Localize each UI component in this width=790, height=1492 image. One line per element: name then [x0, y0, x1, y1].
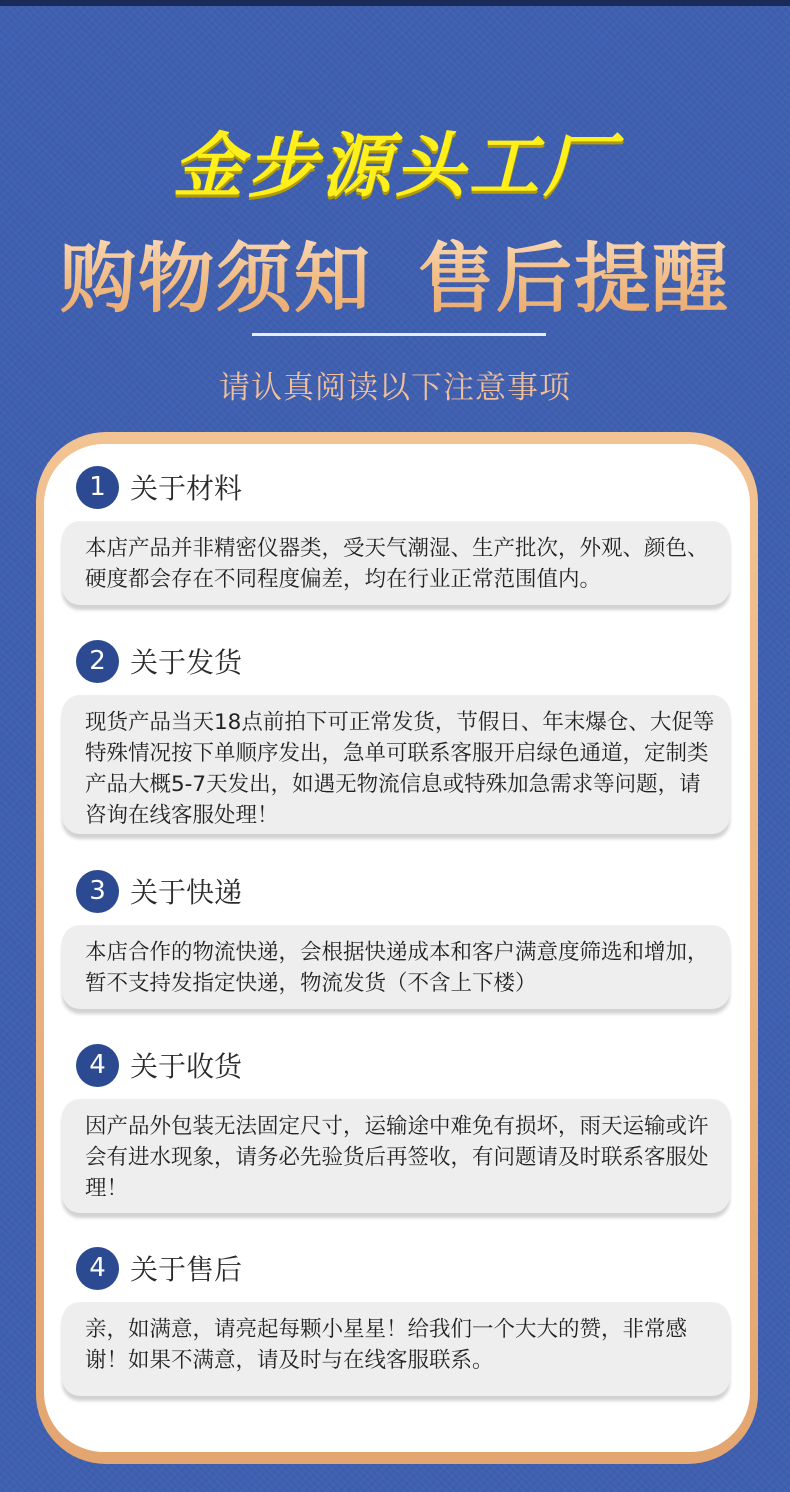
section-number-badge: 1: [76, 466, 119, 509]
subtitle: 请认真阅读以下注意事项: [219, 370, 571, 406]
divider: [252, 333, 546, 336]
section-text: 现货产品当天18点前拍下可正常发货，节假日、年末爆仓、大促等特殊情况按下单顺序发出，急单可联系客服开启绿色通道，定制类产品大概5-7天发出，如遇无物流信息或特殊加急需求等问题，请咨询在线客服处理！: [85, 710, 715, 828]
section-text: 本店产品并非精密仪器类，受天气潮湿、生产批次，外观、颜色、硬度都会存在不同程度偏差，均在行业正常范围值内。: [85, 536, 709, 592]
section-head-receiving: [76, 1043, 242, 1087]
section-text: 本店合作的物流快递，会根据快递成本和客户满意度筛选和增加，暂不支持发指定快递，物流发货（不含上下楼）: [85, 940, 709, 996]
section-number-badge: 4: [76, 1044, 119, 1087]
section-text-box: [62, 695, 730, 834]
section-head-shipping: [76, 639, 242, 683]
section-title: 关于发货: [130, 646, 243, 679]
section-text-box: [62, 521, 730, 605]
section-number-badge: 4: [76, 1247, 119, 1290]
section-title: 关于材料: [130, 472, 243, 505]
section-text: 因产品外包装无法固定尺寸，运输途中难免有损坏，雨天运输或许会有进水现象，请务必先验货后再签收，有问题请及时联系客服处理！: [85, 1114, 709, 1201]
brand-title: 金步源头工厂: [173, 124, 617, 207]
section-head-express: [76, 869, 242, 913]
section-head-materials: [76, 465, 242, 509]
headline: [0, 218, 790, 327]
section-number-badge: 2: [76, 640, 119, 683]
top-border: [0, 0, 790, 6]
section-text-box: [62, 925, 730, 1009]
headline-shopping-notice: 购物须知: [60, 218, 372, 327]
section-text-box: [62, 1302, 730, 1396]
section-title: 关于快递: [130, 876, 243, 909]
section-text-box: [62, 1099, 730, 1213]
section-head-after-sales: [76, 1246, 242, 1290]
headline-after-sales: 售后提醒: [418, 218, 730, 327]
section-title: 关于收货: [130, 1050, 243, 1083]
section-title: 关于售后: [130, 1253, 243, 1286]
section-number-badge: 3: [76, 870, 119, 913]
section-text: 亲，如满意，请亮起每颗小星星！给我们一个大大的赞，非常感谢！如果不满意，请及时与在线客服联系。: [85, 1317, 688, 1373]
